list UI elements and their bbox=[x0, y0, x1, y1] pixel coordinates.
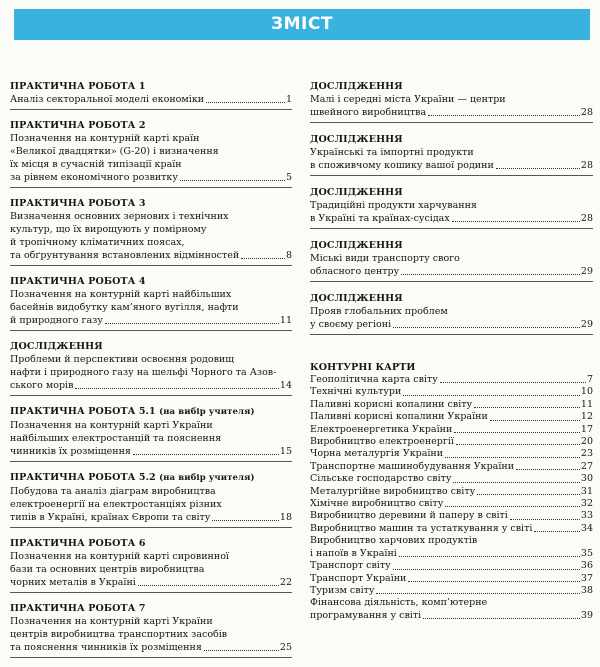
entry-text-line: нафти і природного газу на шельфі Чорного та Азов- bbox=[10, 367, 277, 378]
entry-heading-text: ДОСЛІДЖЕННЯ bbox=[310, 81, 403, 92]
entry-text-line: їх місця в сучасній типізації країн bbox=[10, 159, 182, 170]
entry-text-line: Позначення на контурній карті сировинної bbox=[10, 551, 229, 562]
contour-maps-heading: КОНТУРНІ КАРТИ bbox=[310, 362, 416, 373]
toc-entry[interactable] bbox=[310, 133, 593, 176]
entry-leader-line bbox=[310, 159, 593, 172]
page-number: 14 bbox=[279, 380, 292, 391]
dot-leader bbox=[454, 424, 580, 433]
page-number: 23 bbox=[580, 448, 593, 460]
toc-entry[interactable] bbox=[310, 448, 593, 460]
entry-leader-line bbox=[310, 573, 593, 585]
entry-heading-text: ДОСЛІДЖЕННЯ bbox=[310, 240, 403, 251]
page-number: 17 bbox=[580, 423, 593, 435]
entry-text-line: Транспорт України bbox=[310, 572, 407, 584]
toc-entry[interactable] bbox=[10, 119, 292, 188]
toc-entry[interactable] bbox=[310, 510, 593, 522]
entry-text-line: Електроенергетика України bbox=[310, 423, 453, 435]
dot-leader bbox=[138, 576, 279, 586]
page-number: 38 bbox=[580, 584, 593, 596]
entry-heading bbox=[10, 197, 292, 210]
entry-text-line: Туризм світу bbox=[310, 584, 375, 596]
page-number: 35 bbox=[580, 547, 593, 559]
entry-heading-text: ПРАКТИЧНА РОБОТА 5.2 bbox=[10, 472, 156, 483]
toc-entry[interactable] bbox=[310, 411, 593, 423]
entry-heading-text: ПРАКТИЧНА РОБОТА 6 bbox=[10, 538, 146, 549]
toc-entry[interactable] bbox=[310, 424, 593, 436]
entry-heading-text: ПРАКТИЧНА РОБОТА 1 bbox=[10, 81, 146, 92]
entry-leader-line bbox=[310, 411, 593, 423]
entry-heading bbox=[310, 186, 593, 199]
toc-entry[interactable] bbox=[310, 535, 593, 560]
entry-leader-line bbox=[10, 576, 292, 589]
dot-leader bbox=[401, 265, 580, 275]
entry-text-line: Позначення на контурній карті найбільших bbox=[10, 289, 232, 300]
entry-text-line: чинників їх розміщення bbox=[10, 446, 131, 457]
page-number: 15 bbox=[279, 446, 292, 457]
entry-text-line: Проблеми й перспективи освоєння родовищ bbox=[10, 354, 235, 365]
entry-text-line: Металургійне виробництво світу bbox=[310, 485, 476, 497]
header-bar bbox=[14, 9, 590, 40]
entry-text-line: Прояв глобальних проблем bbox=[310, 306, 448, 317]
page-number: 18 bbox=[279, 512, 292, 523]
entry-text-line: Паливні корисні копалини світу bbox=[310, 398, 473, 410]
dot-leader bbox=[399, 548, 580, 557]
page-number: 34 bbox=[580, 522, 593, 534]
entry-leader-line bbox=[310, 212, 593, 225]
page-number: 33 bbox=[580, 510, 593, 522]
entry-text-line: Виробництво харчових продуктів bbox=[310, 535, 478, 547]
entry-heading-text: ПРАКТИЧНА РОБОТА 3 bbox=[10, 198, 146, 209]
page-number: 39 bbox=[580, 609, 593, 621]
page-number: 30 bbox=[580, 473, 593, 485]
toc-entry[interactable] bbox=[310, 292, 593, 335]
entry-heading-text: ДОСЛІДЖЕННЯ bbox=[10, 341, 103, 352]
toc-entry[interactable] bbox=[310, 585, 593, 597]
toc-entry[interactable] bbox=[10, 197, 292, 266]
entry-heading bbox=[10, 537, 292, 550]
entry-leader-line bbox=[310, 523, 593, 535]
entry-leader-line bbox=[310, 265, 593, 278]
entry-text-line: програмування у світі bbox=[310, 609, 422, 621]
dot-leader bbox=[440, 374, 586, 383]
page-number: 8 bbox=[285, 250, 292, 261]
toc-entry[interactable] bbox=[310, 560, 593, 572]
toc-entry[interactable] bbox=[310, 523, 593, 535]
entry-leader-line bbox=[310, 106, 593, 119]
entry-leader-line bbox=[310, 510, 593, 522]
toc-entry[interactable] bbox=[310, 436, 593, 448]
toc-entry[interactable] bbox=[310, 498, 593, 510]
entry-heading-text: ПРАКТИЧНА РОБОТА 5.1 bbox=[10, 406, 156, 417]
right-column bbox=[310, 80, 593, 622]
entry-leader-line bbox=[310, 436, 593, 448]
toc-entry[interactable] bbox=[310, 461, 593, 473]
toc-entry[interactable] bbox=[10, 340, 292, 396]
dot-leader bbox=[376, 585, 579, 594]
entry-text-line: ського морів bbox=[10, 380, 74, 391]
entry-text-line: Технічні культури bbox=[310, 386, 402, 398]
entry-text-line: Аналіз секторальної моделі економіки bbox=[10, 94, 205, 105]
left-column bbox=[10, 80, 292, 667]
page-number: 5 bbox=[285, 172, 292, 183]
page-number: 10 bbox=[580, 386, 593, 398]
dot-leader bbox=[445, 498, 580, 507]
page-number: 32 bbox=[580, 498, 593, 510]
entry-text-line: бази та основних центрів виробництва bbox=[10, 564, 205, 575]
toc-entry[interactable] bbox=[10, 275, 292, 331]
page-number: 37 bbox=[580, 572, 593, 584]
entry-text-line: Позначення на контурній карті України bbox=[10, 616, 213, 627]
entry-text-line: Сільське господарство світу bbox=[310, 473, 452, 485]
entry-leader-line bbox=[10, 314, 292, 327]
entry-text-line: Виробництво деревини й паперу в світі bbox=[310, 510, 508, 522]
dot-leader bbox=[428, 106, 580, 116]
entry-note: (на вибір учителя) bbox=[159, 407, 255, 417]
entry-text-line: центрів виробництва транспортних засобів bbox=[10, 629, 228, 640]
entry-leader-line bbox=[310, 548, 593, 560]
entry-text-line: Виробництво машин та устаткування у світі bbox=[310, 522, 533, 534]
page-number: 1 bbox=[285, 94, 292, 105]
entry-text-line: за рівнем економічного розвитку bbox=[10, 172, 178, 183]
entry-leader-line bbox=[310, 386, 593, 398]
entry-leader-line bbox=[10, 93, 292, 106]
entry-text-line: Визначення основних зернових і технічних bbox=[10, 211, 229, 222]
toc-entry[interactable] bbox=[10, 405, 292, 462]
page-number: 12 bbox=[580, 411, 593, 423]
entry-text-line: Чорна металургія України bbox=[310, 448, 444, 460]
entry-heading-text: ДОСЛІДЖЕННЯ bbox=[310, 293, 403, 304]
dot-leader bbox=[452, 212, 580, 222]
entry-leader-line bbox=[310, 461, 593, 473]
entry-text-line: Виробництво електроенергії bbox=[310, 436, 454, 448]
dot-leader bbox=[510, 510, 580, 519]
entry-text-line: Позначення на контурній карті країн bbox=[10, 133, 200, 144]
research-list bbox=[310, 80, 593, 335]
page-number: 31 bbox=[580, 485, 593, 497]
entry-leader-line bbox=[10, 641, 292, 654]
entry-leader-line bbox=[310, 560, 593, 572]
dot-leader bbox=[477, 486, 580, 495]
dot-leader bbox=[75, 379, 278, 389]
toc-entry[interactable] bbox=[310, 386, 593, 398]
dot-leader bbox=[534, 523, 580, 532]
entry-text-line: в Україні та країнах-сусідах bbox=[310, 213, 450, 224]
page-number: 29 bbox=[580, 266, 593, 277]
entry-heading bbox=[310, 80, 593, 93]
toc-entry[interactable] bbox=[310, 399, 593, 411]
entry-leader-line bbox=[10, 249, 292, 262]
entry-heading-text: ДОСЛІДЖЕННЯ bbox=[310, 187, 403, 198]
entry-heading bbox=[10, 275, 292, 288]
entry-text-line: та пояснення чинників їх розміщення bbox=[10, 642, 202, 653]
page-number: 36 bbox=[580, 560, 593, 572]
entry-heading-text: ПРАКТИЧНА РОБОТА 4 bbox=[10, 276, 146, 287]
entry-text-line: й природного газу bbox=[10, 315, 103, 326]
dot-leader bbox=[180, 171, 285, 181]
entry-text-line: обласного центру bbox=[310, 266, 400, 277]
dot-leader bbox=[408, 573, 580, 582]
entry-leader-line bbox=[310, 585, 593, 597]
entry-leader-line bbox=[310, 610, 593, 622]
entry-text-line: Транспорт світу bbox=[310, 560, 391, 572]
entry-heading bbox=[10, 602, 292, 615]
entry-text-line: Паливні корисні копалини України bbox=[310, 411, 488, 423]
entry-text-line: й тропічному кліматичних поясах, bbox=[10, 237, 185, 248]
page-title: ЗМІСТ bbox=[271, 14, 333, 34]
entry-leader-line bbox=[310, 486, 593, 498]
dot-leader bbox=[490, 411, 580, 420]
entry-leader-line bbox=[310, 318, 593, 331]
entry-leader-line bbox=[310, 374, 593, 386]
dot-leader bbox=[474, 399, 580, 408]
entry-heading bbox=[10, 119, 292, 132]
entry-leader-line bbox=[10, 379, 292, 392]
entry-text-line: і напоїв в Україні bbox=[310, 547, 397, 559]
entry-heading bbox=[310, 239, 593, 252]
dot-leader bbox=[105, 314, 279, 324]
toc-entry[interactable] bbox=[310, 186, 593, 229]
entry-leader-line bbox=[10, 445, 292, 458]
toc-entry[interactable] bbox=[310, 374, 593, 386]
page-number: 29 bbox=[580, 319, 593, 330]
entry-text-line: Фінансова діяльність, комп’ютерне bbox=[310, 597, 488, 609]
toc-entry[interactable] bbox=[310, 597, 593, 622]
entry-text-line: Міські види транспорту свого bbox=[310, 253, 460, 264]
dot-leader bbox=[453, 473, 579, 482]
entry-text-line: електроенергії на електростанціях різних bbox=[10, 499, 222, 510]
entry-leader-line bbox=[310, 498, 593, 510]
toc-entry[interactable] bbox=[310, 573, 593, 585]
entry-heading bbox=[10, 80, 292, 93]
entry-leader-line bbox=[310, 424, 593, 436]
page-number: 28 bbox=[580, 160, 593, 171]
page-number: 11 bbox=[580, 398, 593, 410]
entry-text-line: басейнів видобутку кам’яного вугілля, нафти bbox=[10, 302, 239, 313]
dot-leader bbox=[241, 249, 285, 259]
entry-text-line: Побудова та аналіз діаграм виробництва bbox=[10, 486, 216, 497]
dot-leader bbox=[212, 511, 279, 521]
dot-leader bbox=[403, 386, 580, 395]
toc-entry[interactable] bbox=[10, 80, 292, 110]
entry-text-line: типів в Україні, країнах Європи та світу bbox=[10, 512, 211, 523]
entry-heading-text: ПРАКТИЧНА РОБОТА 7 bbox=[10, 603, 146, 614]
entry-text-line: Транспортне машинобудування України bbox=[310, 460, 515, 472]
dot-leader bbox=[496, 159, 580, 169]
page-number: 11 bbox=[279, 315, 292, 326]
toc-entry[interactable] bbox=[310, 486, 593, 498]
entry-text-line: чорних металів в Україні bbox=[10, 577, 136, 588]
entry-leader-line bbox=[10, 511, 292, 524]
dot-leader bbox=[393, 318, 580, 328]
dot-leader bbox=[393, 560, 580, 569]
contour-maps-section bbox=[310, 361, 593, 622]
entry-heading-text: ПРАКТИЧНА РОБОТА 2 bbox=[10, 120, 146, 131]
entry-text-line: Малі і середні міста України — центри bbox=[310, 94, 506, 105]
entry-text-line: «Великої двадцятки» (G-20) і визначення bbox=[10, 146, 219, 157]
dot-leader bbox=[423, 610, 580, 619]
toc-entry[interactable] bbox=[10, 471, 292, 528]
entry-text-line: у своєму регіоні bbox=[310, 319, 392, 330]
page-number: 28 bbox=[580, 107, 593, 118]
dot-leader bbox=[516, 461, 580, 470]
entry-leader-line bbox=[310, 399, 593, 411]
entry-text-line: культур, що їх вирощують у помірному bbox=[10, 224, 207, 235]
page-number: 7 bbox=[586, 374, 593, 385]
entry-heading bbox=[10, 340, 292, 353]
toc-entry[interactable] bbox=[10, 537, 292, 593]
entry-text-line: Позначення на контурній карті України bbox=[10, 420, 213, 431]
entry-text-line: та обґрунтування встановлених відмінностей bbox=[10, 250, 240, 261]
entry-heading bbox=[310, 133, 593, 146]
entry-text-line: найбільших електростанцій та пояснення bbox=[10, 433, 222, 444]
entry-leader-line bbox=[310, 473, 593, 485]
page-number: 27 bbox=[580, 460, 593, 472]
page-number: 22 bbox=[279, 577, 292, 588]
dot-leader bbox=[445, 448, 580, 457]
entry-text-line: Хімічне виробництво світу bbox=[310, 498, 444, 510]
entry-leader-line bbox=[10, 171, 292, 184]
entry-text-line: Українські та імпортні продукти bbox=[310, 147, 474, 158]
entry-text-line: швейного виробництва bbox=[310, 107, 427, 118]
dot-leader bbox=[206, 93, 285, 103]
entry-heading-text: ДОСЛІДЖЕННЯ bbox=[310, 134, 403, 145]
page-number: 20 bbox=[580, 436, 593, 448]
contour-maps-list bbox=[310, 374, 593, 622]
toc-entry[interactable] bbox=[310, 239, 593, 282]
toc-entry[interactable] bbox=[310, 473, 593, 485]
entry-note: (на вибір учителя) bbox=[159, 473, 255, 483]
dot-leader bbox=[456, 436, 580, 445]
entry-heading bbox=[310, 292, 593, 305]
entry-text-line: Геополітична карта світу bbox=[310, 374, 438, 385]
entry-heading bbox=[10, 405, 292, 419]
entry-text-line: в споживчому кошику вашої родини bbox=[310, 160, 494, 171]
page-number: 25 bbox=[279, 642, 292, 653]
entry-text-line: Традиційні продукти харчування bbox=[310, 200, 477, 211]
entry-heading bbox=[10, 471, 292, 485]
toc-entry[interactable] bbox=[310, 80, 593, 123]
page-number: 28 bbox=[580, 213, 593, 224]
entry-leader-line bbox=[310, 448, 593, 460]
dot-leader bbox=[133, 445, 279, 455]
